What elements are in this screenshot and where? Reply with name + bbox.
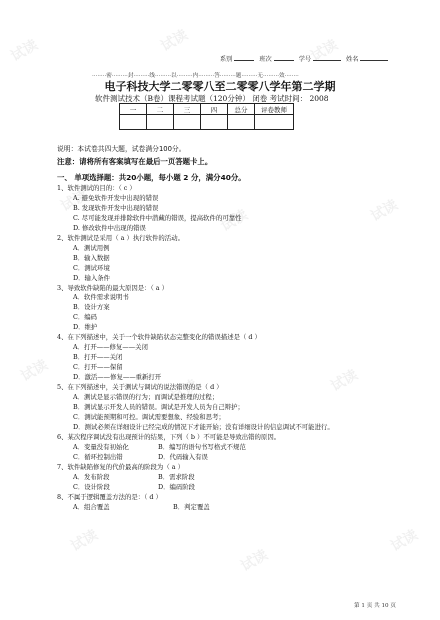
question-option: C．设计阶段 bbox=[73, 482, 110, 491]
question-option: C．打开——保留 bbox=[73, 363, 123, 372]
page-number: 第 1 页 共 10 页 bbox=[354, 603, 396, 609]
watermark: 试读 bbox=[388, 526, 421, 555]
question-option-row bbox=[57, 483, 407, 493]
watermark: 试读 bbox=[158, 26, 191, 55]
watermark: 试读 bbox=[328, 366, 361, 395]
seal-line: ········密·········封·········线·········以·········内·········答·········题·········无·········效········ bbox=[92, 73, 299, 79]
question-option: A．打开——修复——关闭 bbox=[73, 343, 148, 352]
question-option: D．编码阶段 bbox=[158, 482, 196, 491]
question-option: B．编写的语句书写格式不规范 bbox=[158, 442, 246, 451]
exam-note: 说明：本试卷共四大题，试卷满分100分。 bbox=[57, 145, 186, 153]
watermark: 试读 bbox=[68, 526, 101, 555]
question-option: A．组合覆盖 bbox=[73, 502, 110, 511]
question-option: D．代码输入有误 bbox=[158, 452, 208, 461]
question-option: D．输入条件 bbox=[73, 273, 111, 282]
score-header: 评卷教师 bbox=[255, 104, 294, 115]
question-option: A．测试用例 bbox=[73, 243, 110, 252]
exam-warning: 注意：请将所有客案填写在最后一页答题卡上。 bbox=[57, 157, 213, 166]
watermark: 试读 bbox=[218, 206, 251, 235]
dept-blank bbox=[234, 60, 254, 61]
question-option: A. 避免软件开发中出现的错误 bbox=[73, 193, 159, 202]
question-option: C．循环控制出错 bbox=[73, 452, 123, 461]
question-option: B．打开——关闭 bbox=[73, 353, 123, 362]
question-option-row bbox=[57, 443, 407, 453]
section-heading: 一、 单项选择题：共20小题，每小题 2 分，满分40分。 bbox=[57, 173, 246, 182]
question-option: D．激活——修复——重新打开 bbox=[73, 373, 162, 382]
question-option: D．维护 bbox=[73, 323, 98, 332]
question-option: C. 尽可能发现并排除软件中潜藏的错误，提高软件的可靠性 bbox=[73, 213, 242, 222]
watermark: 试读 bbox=[58, 186, 91, 215]
watermark: 试读 bbox=[308, 36, 341, 65]
question-option: A．软件需求说明书 bbox=[73, 293, 129, 302]
dept-label: 系别 bbox=[220, 56, 233, 63]
class-blank bbox=[274, 60, 294, 61]
question-option: C．编码 bbox=[73, 313, 98, 322]
id-label: 学号 bbox=[298, 56, 312, 63]
id-blank bbox=[313, 60, 341, 61]
question-option: A．测试是显示错误的行为；而调试是推理的过程； bbox=[73, 393, 219, 402]
score-cell bbox=[147, 115, 174, 130]
score-cell bbox=[255, 115, 294, 130]
score-cell bbox=[201, 115, 228, 130]
question-option-row bbox=[57, 503, 407, 513]
question-option: B．需求阶段 bbox=[158, 472, 195, 481]
name-label: 姓名 bbox=[346, 56, 359, 63]
question-stem: 7、软件缺陷修复的代价最高的阶段为（ a ） bbox=[57, 462, 184, 471]
score-header: 四 bbox=[201, 104, 228, 115]
watermark: 试读 bbox=[238, 546, 271, 575]
student-info bbox=[220, 54, 391, 63]
question-option-row bbox=[57, 453, 407, 463]
class-label: 班次 bbox=[259, 56, 272, 63]
question-stem: 3、导致软件缺陷的最大原因是：（ a ） bbox=[57, 283, 168, 292]
score-cell bbox=[228, 115, 255, 130]
score-header: 一 bbox=[120, 104, 147, 115]
score-cell bbox=[120, 115, 147, 130]
question-stem: 8、不属于逻辑覆盖方法的是：（ d ） bbox=[57, 492, 162, 501]
question-option: A．发布阶段 bbox=[73, 472, 110, 481]
question-option: B. 发现软件开发中出现的错误 bbox=[73, 203, 159, 212]
watermark: 试读 bbox=[8, 36, 41, 65]
question-option: D. 修改软件中出现的错误 bbox=[73, 223, 146, 232]
question-stem: 4、在下列描述中，关于一个软件缺陷状态完整变化的错误描述是（ d ） bbox=[57, 333, 261, 342]
score-header: 总分 bbox=[228, 104, 255, 115]
question-option: B．测试显示开发人员的错误。调试是开发人员为自己辩护； bbox=[73, 402, 244, 411]
score-header: 三 bbox=[174, 104, 201, 115]
question-stem: 1、软件测试的目的：（ c ） bbox=[57, 184, 136, 192]
question-stem: 5、在下列描述中，关于测试与调试的说法错误的是（ d ） bbox=[57, 383, 223, 392]
question-option: B．判定覆盖 bbox=[173, 502, 210, 511]
watermark: 试读 bbox=[368, 196, 401, 225]
question-option: A．变量没有初始化 bbox=[73, 442, 129, 451]
name-blank bbox=[360, 60, 388, 61]
watermark: 试读 bbox=[18, 356, 51, 385]
score-table bbox=[119, 103, 294, 130]
exam-title: 电子科技大学二零零八至二零零八学年第二学期 bbox=[104, 80, 336, 93]
question-option: C．测试能预期和可控。调试需要想象、经验和思考； bbox=[73, 412, 225, 421]
question-stem: 2、软件测试是采用（ a ）执行软件的活动。 bbox=[57, 233, 184, 242]
question-option-row bbox=[57, 473, 407, 483]
question-option: C．测试环境 bbox=[73, 263, 110, 272]
question-option: B．设计方案 bbox=[73, 303, 110, 312]
question-option: B．输入数据 bbox=[73, 253, 110, 262]
score-cell bbox=[174, 115, 201, 130]
question-option: D．测试必须在详细设计已经完成的情况下才能开始；没有详细设计的信息调试不可能进行。 bbox=[73, 422, 334, 431]
watermark: 试读 bbox=[168, 376, 201, 405]
question-list bbox=[57, 184, 407, 512]
exam-subtitle: 软件测试技术（B卷）课程考试题（120分钟） 闭卷 考试时间： 2008 bbox=[95, 94, 329, 103]
score-header: 二 bbox=[147, 104, 174, 115]
question-stem: 6、某次程序调试没有出现预计的结果，下列（ b ）不可能是导致出错的原因。 bbox=[57, 432, 281, 441]
